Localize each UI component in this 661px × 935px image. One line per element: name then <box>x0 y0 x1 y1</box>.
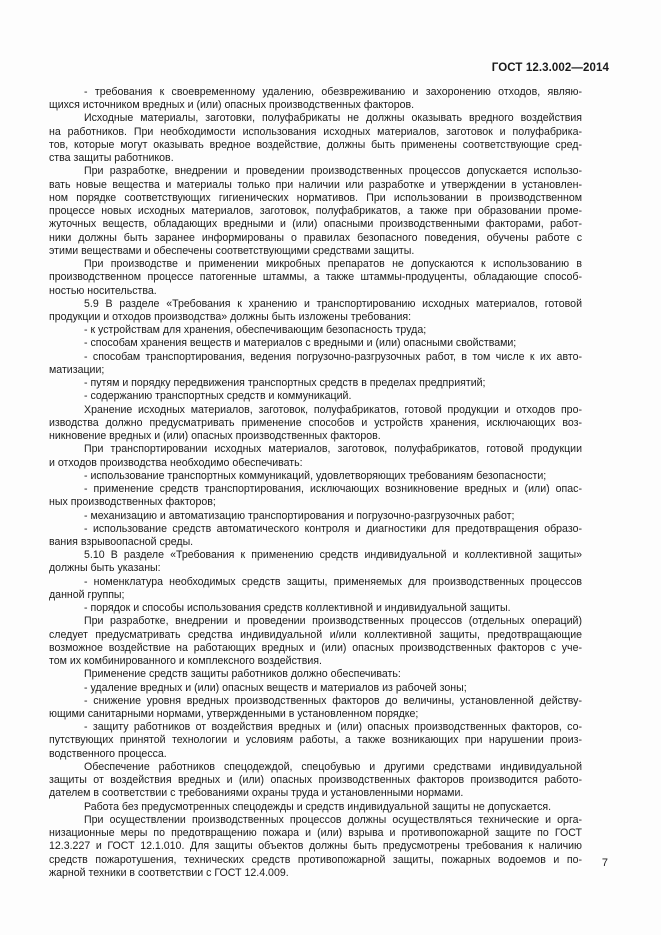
text-line: - требования к своевременному удалению, обезвреживанию и захоронению отходов, являю- <box>84 86 582 98</box>
text-line: ства защиты работников. <box>49 152 174 165</box>
text-line: ных производственных факторов; <box>49 496 216 509</box>
text-line: Работа без предусмотренных спецодежды и средств индивидуальной защиты не допускается. <box>84 800 552 813</box>
text-line: При разработке, внедрении и проведении производственных процессов допускается использо- <box>84 165 582 178</box>
text-line: ники должны быть заранее информированы о правилах безопасного поведения, обучены работе с <box>49 231 582 244</box>
text-line: тов, которые могут оказывать вредное воздействие, должны быть применены соответствующие сред- <box>49 138 582 151</box>
text-line: никновение вредных и (или) опасных производственных факторов. <box>49 430 381 443</box>
text-line: водственного процесса. <box>49 747 167 760</box>
text-line: Хранение исходных материалов, заготовок, полуфабрикатов, готовой продукции и отходов про- <box>84 403 582 416</box>
text-line: Применение средств защиты работников должно обеспечивать: <box>84 668 401 681</box>
text-line: При разработке, внедрении и проведении производственных процессов (отдельных операций) <box>84 615 582 628</box>
text-line: 12.3.227 и ГОСТ 12.1.010. Для защиты объектов должны быть предусмотрены требования к наличию <box>49 840 582 853</box>
page-number: 7 <box>601 857 608 869</box>
text-line: Обеспечение работников спецодеждой, спецобувью и другими средствами индивидуальной <box>84 760 582 773</box>
text-line: низационные меры по предотвращению пожара и (или) взрыва и противопожарной защите по ГОСТ <box>49 827 582 840</box>
text-line: вания взрывоопасной среды. <box>49 535 194 548</box>
text-line: - использование средств автоматического контроля и диагностики для предотвращения образо- <box>84 522 582 535</box>
document-body-text <box>49 86 582 880</box>
text-line: - содержанию транспортных средств и коммуникаций. <box>84 390 352 403</box>
text-line: При производстве и применении микробных препаратов не допускаются к использованию в <box>84 258 582 271</box>
text-line: и отходов производства необходимо обеспечивать: <box>49 456 303 469</box>
text-line: 5.9 В разделе «Требования к хранению и транспортированию исходных материалов, готовой <box>84 297 582 310</box>
text-line: жуточных веществ, обладающих вредными и (или) опасными производственными факторами, работ- <box>49 218 582 231</box>
text-line: ном порядке соответствующих гигиенических нормативов. При использовании в производственном <box>49 191 582 204</box>
text-line: - удаление вредных и (или) опасных веществ и материалов из рабочей зоны; <box>84 681 467 694</box>
text-line: следует предусматривать средства индивидуальной и/или коллективной защиты, предотвращающие <box>49 628 582 641</box>
text-line: - применение средств транспортирования, исключающих возникновение вредных и (или) опас- <box>84 483 582 496</box>
text-line: процессе новых исходных материалов, заготовок, полуфабрикатов, а также при образовании проме- <box>49 205 582 218</box>
text-line: средств пожаротушения, технических средств противопожарной защиты, пожарных водоемов и по- <box>49 853 582 866</box>
text-line: на работников. При необходимости использования исходных материалов, заготовок и полуфабрика- <box>49 125 582 138</box>
text-line: том их комбинированного и комплексного воздействия. <box>49 655 322 668</box>
text-line: вать новые вещества и материалы только при наличии или разработке и утверждении в установлен- <box>49 178 582 191</box>
text-line: жарной техники в соответствии с ГОСТ 12.4.009. <box>49 866 289 879</box>
text-line: При осуществлении производственных процессов должны осуществляться технические и орга- <box>84 813 582 826</box>
text-line: - порядок и способы использования средств коллективной и индивидуальной защиты. <box>84 602 511 615</box>
text-line: матизации; <box>49 363 105 376</box>
text-line: дателем в соответствии с требованиями охраны труда и установленными нормами. <box>49 787 464 800</box>
text-line: этими веществами и обеспечены соответствующими средствами защиты. <box>49 244 415 257</box>
text-line: - номенклатура необходимых средств защиты, применяемых для производственных процессов <box>84 575 582 588</box>
text-line: защиты от воздействия вредных и (или) опасных производственных факторов производится работо- <box>49 774 582 787</box>
text-line: должны быть указаны: <box>49 562 161 575</box>
text-line: ющими санитарными нормами, утвержденными в установленном порядке; <box>49 708 419 721</box>
text-line: - путям и порядку передвижения транспортных средств в пределах предприятий; <box>84 377 486 390</box>
text-line: При транспортировании исходных материалов, заготовок, полуфабрикатов, готовой продукции <box>84 443 582 456</box>
text-line: возможное воздействие на работающих вредных и (или) опасных производственных факторов с уче- <box>49 641 582 654</box>
text-line: изводства должно предусматривать применение способов и устройств хранения, исключающих воз- <box>49 416 582 429</box>
text-line: продукции и отходов производства» должны быть изложены требования: <box>49 310 412 323</box>
text-line: - способам хранения веществ и материалов с вредными и (или) опасными свойствами; <box>84 337 517 350</box>
text-line: производственном процессе патогенные штаммы, а также штаммы-продуценты, обладающие способ- <box>49 271 582 284</box>
text-line: - использование транспортных коммуникаций, удовлетворяющих требованиям безопасности; <box>84 469 547 482</box>
text-line: - снижение уровня вредных производственных факторов до величины, установленной действу- <box>84 694 582 707</box>
document-header-standard-id: ГОСТ 12.3.002—2014 <box>491 62 609 74</box>
text-line: путствующих принятой технологии и условиям работы, а также возникающих при нарушении произ- <box>49 734 582 747</box>
text-line: данной группы; <box>49 588 125 601</box>
text-line: - защиту работников от воздействия вредных и (или) опасных производственных факторов, со- <box>84 721 582 734</box>
text-line: - к устройствам для хранения, обеспечивающим безопасность труда; <box>84 324 427 337</box>
text-line: - способам транспортирования, ведения погрузочно-разгрузочных работ, в том числе к их авто- <box>84 350 582 363</box>
text-line: щихся источником вредных и (или) опасных производственных факторов. <box>49 99 415 112</box>
text-line: Исходные материалы, заготовки, полуфабрикаты не должны оказывать вредного воздействия <box>84 112 582 125</box>
text-line: ностью носительства. <box>49 284 157 297</box>
text-line: - механизацию и автоматизацию транспортирования и погрузочно-разгрузочных работ; <box>84 509 515 522</box>
text-line: 5.10 В разделе «Требования к применению средств индивидуальной и коллективной защиты» <box>84 549 582 562</box>
